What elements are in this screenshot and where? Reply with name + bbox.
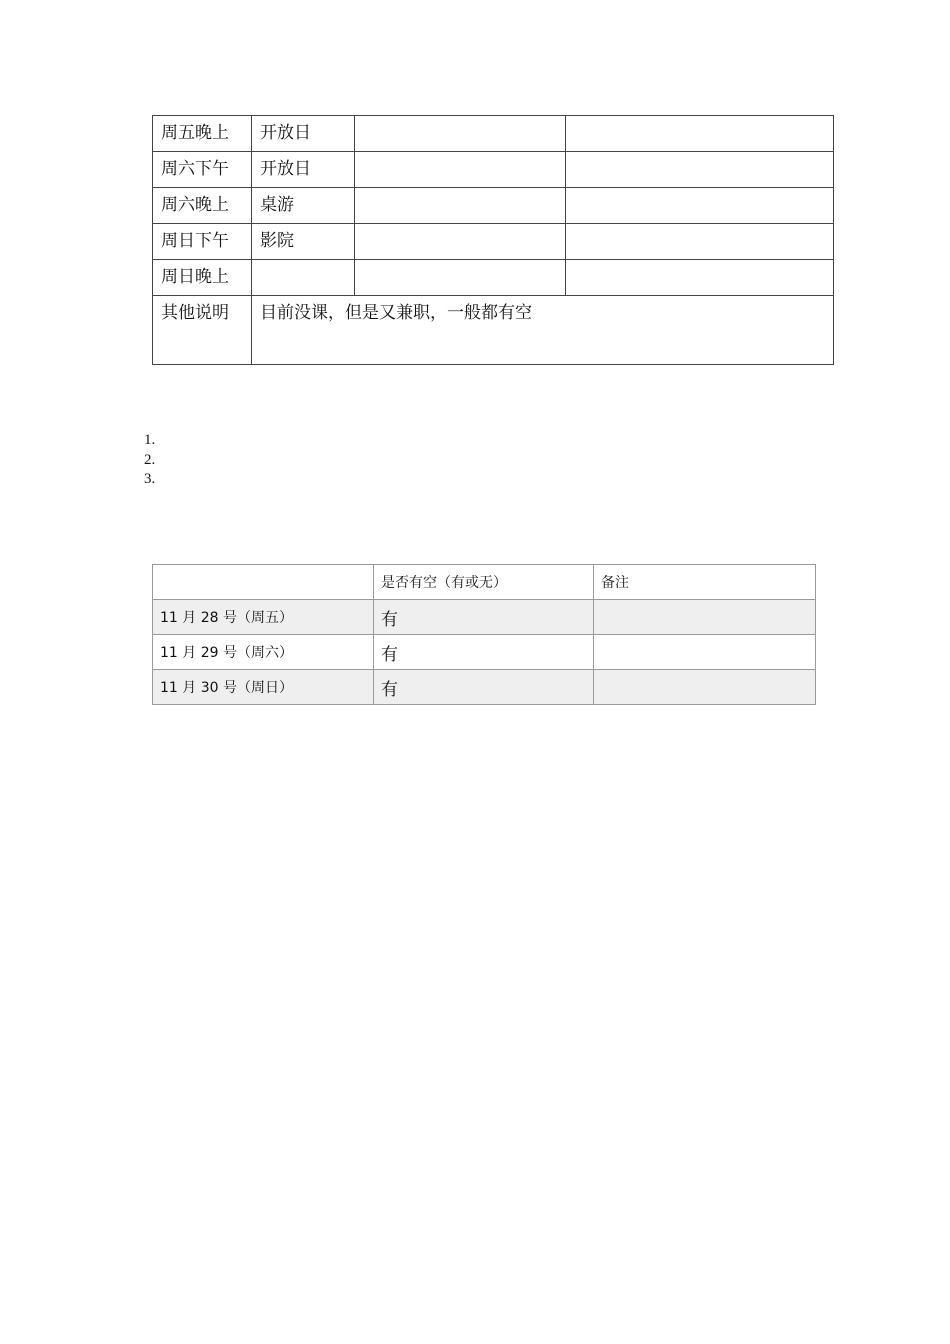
empty-cell bbox=[355, 260, 566, 296]
empty-cell bbox=[566, 152, 834, 188]
column-header bbox=[153, 565, 374, 600]
list-item: 2. bbox=[144, 451, 156, 468]
table-row bbox=[153, 116, 834, 152]
table-row bbox=[153, 600, 816, 635]
activity-cell: 影院 bbox=[252, 224, 355, 260]
list-item: 1. bbox=[144, 432, 156, 448]
date-cell: 11 月 29 号（周六） bbox=[153, 635, 374, 670]
table-row bbox=[153, 224, 834, 260]
column-header: 备注 bbox=[594, 565, 816, 600]
table-row bbox=[153, 188, 834, 224]
date-cell: 11 月 28 号（周五） bbox=[153, 600, 374, 635]
header-row bbox=[153, 565, 816, 600]
availability-cell: 有 bbox=[374, 600, 594, 635]
time-slot-cell: 周日下午 bbox=[153, 224, 252, 260]
empty-cell bbox=[566, 260, 834, 296]
numbered-list bbox=[144, 431, 155, 490]
note-text: 目前没课，但是又兼职，一般都有空 bbox=[252, 296, 834, 365]
table-row bbox=[153, 635, 816, 670]
empty-cell bbox=[355, 116, 566, 152]
availability-cell: 有 bbox=[374, 670, 594, 705]
empty-cell bbox=[566, 188, 834, 224]
table-row bbox=[153, 260, 834, 296]
time-slot-cell: 周六下午 bbox=[153, 152, 252, 188]
list-item: 3. bbox=[144, 471, 156, 487]
activity-cell: 桌游 bbox=[252, 188, 355, 224]
activity-cell: 开放日 bbox=[252, 116, 355, 152]
note-label: 其他说明 bbox=[153, 296, 252, 365]
activity-cell bbox=[252, 260, 355, 296]
table-row bbox=[153, 670, 816, 705]
empty-cell bbox=[355, 188, 566, 224]
remark-cell bbox=[594, 600, 816, 635]
time-slot-cell: 周日晚上 bbox=[153, 260, 252, 296]
note-row bbox=[153, 296, 834, 365]
availability-cell: 有 bbox=[374, 635, 594, 670]
table-row bbox=[153, 152, 834, 188]
time-slot-cell: 周五晚上 bbox=[153, 116, 252, 152]
availability-table bbox=[152, 564, 816, 705]
empty-cell bbox=[355, 152, 566, 188]
time-slot-cell: 周六晚上 bbox=[153, 188, 252, 224]
activity-cell: 开放日 bbox=[252, 152, 355, 188]
column-header: 是否有空（有或无） bbox=[374, 565, 594, 600]
remark-cell bbox=[594, 635, 816, 670]
empty-cell bbox=[566, 116, 834, 152]
empty-cell bbox=[566, 224, 834, 260]
schedule-table bbox=[152, 115, 834, 365]
empty-cell bbox=[355, 224, 566, 260]
remark-cell bbox=[594, 670, 816, 705]
date-cell: 11 月 30 号（周日） bbox=[153, 670, 374, 705]
